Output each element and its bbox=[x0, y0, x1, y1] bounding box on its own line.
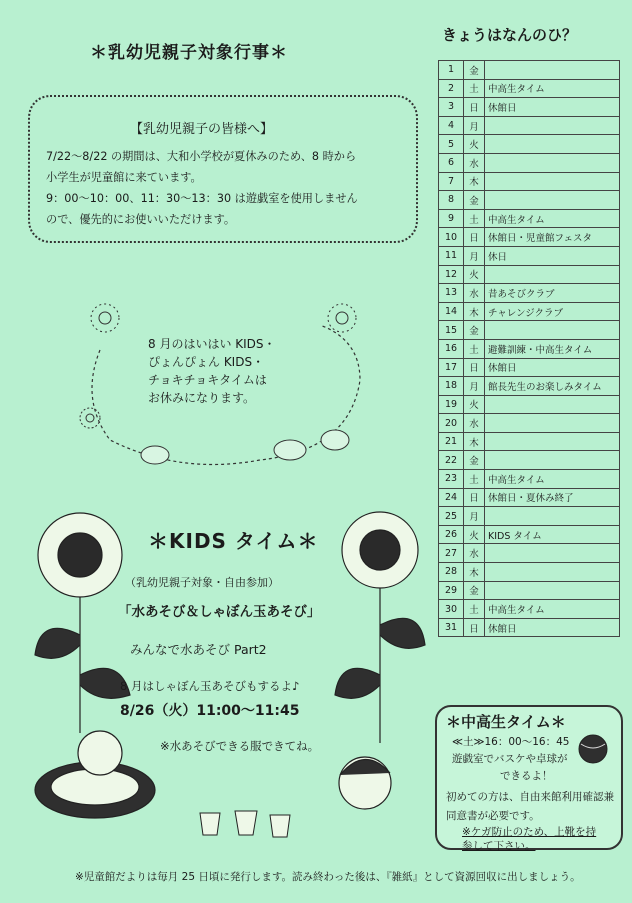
day-cell: 18 bbox=[439, 377, 464, 396]
day-cell: 20 bbox=[439, 414, 464, 433]
day-cell: 28 bbox=[439, 563, 464, 582]
event-dress-note: ※水あそびできる服できてね。 bbox=[160, 739, 320, 753]
day-cell: 21 bbox=[439, 432, 464, 451]
calendar-row bbox=[439, 116, 620, 135]
event-cell: 館長先生のお楽しみタイム bbox=[485, 377, 620, 396]
calendar-row bbox=[439, 191, 620, 210]
event-cell bbox=[485, 451, 620, 470]
day-cell: 5 bbox=[439, 135, 464, 154]
kids-message-line: ぴょんぴょん KIDS・ bbox=[148, 355, 265, 369]
day-cell: 15 bbox=[439, 321, 464, 340]
weekday-cell: 土 bbox=[464, 339, 485, 358]
day-cell: 11 bbox=[439, 246, 464, 265]
calendar-row bbox=[439, 563, 620, 582]
event-note: 8 月はしゃぼん玉あそびもするよ♪ bbox=[120, 679, 300, 693]
event-cell: 休館日 bbox=[485, 618, 620, 637]
calendar-row bbox=[439, 581, 620, 600]
day-cell: 30 bbox=[439, 600, 464, 619]
calendar-row bbox=[439, 302, 620, 321]
weekday-cell: 土 bbox=[464, 209, 485, 228]
event-cell: 休館日・夏休み終了 bbox=[485, 488, 620, 507]
weekday-cell: 土 bbox=[464, 470, 485, 489]
calendar-row bbox=[439, 451, 620, 470]
kids-time-subtitle: （乳幼児親子対象・自由参加） bbox=[125, 576, 279, 589]
event-cell bbox=[485, 61, 620, 80]
event-cell: 休館日 bbox=[485, 98, 620, 117]
calendar-row bbox=[439, 265, 620, 284]
kids-message-line: お休みになります。 bbox=[148, 391, 256, 405]
weekday-cell: 火 bbox=[464, 395, 485, 414]
event-cell bbox=[485, 507, 620, 526]
calendar-table bbox=[438, 60, 620, 637]
event-cell: 休館日 bbox=[485, 358, 620, 377]
chukosei-line: 参して下さい。 bbox=[462, 840, 536, 852]
weekday-cell: 木 bbox=[464, 172, 485, 191]
calendar-row bbox=[439, 358, 620, 377]
day-cell: 10 bbox=[439, 228, 464, 247]
weekday-cell: 月 bbox=[464, 116, 485, 135]
calendar-row bbox=[439, 600, 620, 619]
event-cell bbox=[485, 321, 620, 340]
event-time: 8/26（火）11:00～11:45 bbox=[120, 703, 300, 719]
weekday-cell: 木 bbox=[464, 563, 485, 582]
notice-line: 9：00～10：00、11：30～13：30 は遊戯室を使用しません bbox=[46, 192, 358, 205]
weekday-cell: 木 bbox=[464, 302, 485, 321]
calendar-row bbox=[439, 525, 620, 544]
weekday-cell: 火 bbox=[464, 525, 485, 544]
day-cell: 9 bbox=[439, 209, 464, 228]
notice-heading: 【乳幼児親子の皆様へ】 bbox=[130, 122, 274, 137]
calendar-row bbox=[439, 470, 620, 489]
event-cell: 中高生タイム bbox=[485, 79, 620, 98]
notice-line: 小学生が児童館に来ています。 bbox=[46, 171, 202, 184]
weekday-cell: 日 bbox=[464, 228, 485, 247]
event-cell: 休日 bbox=[485, 246, 620, 265]
weekday-cell: 土 bbox=[464, 600, 485, 619]
calendar-row bbox=[439, 377, 620, 396]
weekday-cell: 金 bbox=[464, 321, 485, 340]
event-cell: 中高生タイム bbox=[485, 209, 620, 228]
weekday-cell: 水 bbox=[464, 153, 485, 172]
event-cell bbox=[485, 172, 620, 191]
weekday-cell: 火 bbox=[464, 265, 485, 284]
weekday-cell: 日 bbox=[464, 98, 485, 117]
day-cell: 23 bbox=[439, 470, 464, 489]
calendar-row bbox=[439, 432, 620, 451]
chukosei-line: ※ケガ防止のため、上靴を持 bbox=[462, 826, 597, 838]
weekday-cell: 水 bbox=[464, 414, 485, 433]
calendar-title: きょうはなんのひ？ bbox=[442, 26, 578, 44]
weekday-cell: 日 bbox=[464, 618, 485, 637]
calendar-row bbox=[439, 284, 620, 303]
day-cell: 24 bbox=[439, 488, 464, 507]
event-cell bbox=[485, 116, 620, 135]
child-illustration bbox=[310, 745, 420, 835]
weekday-cell: 月 bbox=[464, 377, 485, 396]
weekday-cell: 月 bbox=[464, 246, 485, 265]
event-subtitle: みんなで水あそび Part2 bbox=[130, 642, 267, 657]
event-cell bbox=[485, 265, 620, 284]
kids-message-line: チョキチョキタイムは bbox=[148, 373, 267, 387]
calendar-row bbox=[439, 246, 620, 265]
event-title: 「水あそび＆しゃぼん玉あそび」 bbox=[118, 604, 321, 620]
day-cell: 22 bbox=[439, 451, 464, 470]
event-cell bbox=[485, 414, 620, 433]
event-cell: 中高生タイム bbox=[485, 470, 620, 489]
event-cell bbox=[485, 395, 620, 414]
event-cell bbox=[485, 432, 620, 451]
weekday-cell: 日 bbox=[464, 488, 485, 507]
day-cell: 2 bbox=[439, 79, 464, 98]
day-cell: 16 bbox=[439, 339, 464, 358]
calendar-row bbox=[439, 79, 620, 98]
day-cell: 14 bbox=[439, 302, 464, 321]
calendar-row bbox=[439, 488, 620, 507]
chukosei-line: 同意書が必要です。 bbox=[446, 810, 540, 822]
calendar-row bbox=[439, 172, 620, 191]
chukosei-title: ＊中高生タイム＊ bbox=[446, 713, 566, 731]
calendar-row bbox=[439, 618, 620, 637]
weekday-cell: 土 bbox=[464, 79, 485, 98]
calendar-row bbox=[439, 321, 620, 340]
day-cell: 25 bbox=[439, 507, 464, 526]
event-cell bbox=[485, 191, 620, 210]
event-cell bbox=[485, 153, 620, 172]
event-cell: 休館日・児童館フェスタ bbox=[485, 228, 620, 247]
weekday-cell: 金 bbox=[464, 581, 485, 600]
day-cell: 27 bbox=[439, 544, 464, 563]
notice-line: ので、優先的にお使いいただけます。 bbox=[46, 213, 236, 226]
day-cell: 26 bbox=[439, 525, 464, 544]
weekday-cell: 日 bbox=[464, 358, 485, 377]
chukosei-line: できるよ！ bbox=[500, 770, 553, 782]
ball-icon bbox=[576, 732, 610, 766]
calendar-row bbox=[439, 98, 620, 117]
day-cell: 8 bbox=[439, 191, 464, 210]
weekday-cell: 金 bbox=[464, 61, 485, 80]
event-cell bbox=[485, 135, 620, 154]
weekday-cell: 金 bbox=[464, 191, 485, 210]
event-cell bbox=[485, 581, 620, 600]
calendar-row bbox=[439, 135, 620, 154]
day-cell: 19 bbox=[439, 395, 464, 414]
day-cell: 12 bbox=[439, 265, 464, 284]
event-cell: 昔あそびクラブ bbox=[485, 284, 620, 303]
day-cell: 13 bbox=[439, 284, 464, 303]
calendar-row bbox=[439, 61, 620, 80]
calendar-row bbox=[439, 339, 620, 358]
calendar-row bbox=[439, 209, 620, 228]
kids-message-line: 8 月のはいはい KIDS・ bbox=[148, 337, 276, 351]
event-cell: KIDS タイム bbox=[485, 525, 620, 544]
calendar-row bbox=[439, 414, 620, 433]
chukosei-line: 初めての方は、自由来館利用確認兼 bbox=[446, 791, 614, 803]
weekday-cell: 火 bbox=[464, 135, 485, 154]
calendar-row bbox=[439, 153, 620, 172]
pool-illustration bbox=[30, 715, 160, 825]
calendar-row bbox=[439, 544, 620, 563]
footer-note: ※児童館だよりは毎月 25 日頃に発行します。読み終わった後は、『雑紙』として資源回収に出しましょう。 bbox=[75, 871, 581, 883]
day-cell: 3 bbox=[439, 98, 464, 117]
event-cell: チャレンジクラブ bbox=[485, 302, 620, 321]
cups-illustration bbox=[195, 805, 305, 845]
weekday-cell: 木 bbox=[464, 432, 485, 451]
chukosei-line: 遊戯室でバスケや卓球が bbox=[452, 753, 568, 765]
event-cell: 中高生タイム bbox=[485, 600, 620, 619]
day-cell: 29 bbox=[439, 581, 464, 600]
weekday-cell: 水 bbox=[464, 284, 485, 303]
calendar-row bbox=[439, 228, 620, 247]
weekday-cell: 水 bbox=[464, 544, 485, 563]
calendar-row bbox=[439, 395, 620, 414]
chukosei-line: ≪土≫16：00～16：45 bbox=[452, 736, 570, 748]
day-cell: 6 bbox=[439, 153, 464, 172]
day-cell: 31 bbox=[439, 618, 464, 637]
kids-message bbox=[148, 335, 276, 407]
day-cell: 17 bbox=[439, 358, 464, 377]
event-cell: 避難訓練・中高生タイム bbox=[485, 339, 620, 358]
day-cell: 4 bbox=[439, 116, 464, 135]
weekday-cell: 金 bbox=[464, 451, 485, 470]
kids-time-title: ＊KIDS タイム＊ bbox=[148, 529, 319, 553]
notice-body bbox=[46, 146, 406, 230]
notice-line: 7/22～8/22 の期間は、大和小学校が夏休みのため、8 時から bbox=[46, 150, 357, 163]
event-cell bbox=[485, 544, 620, 563]
event-cell bbox=[485, 563, 620, 582]
day-cell: 1 bbox=[439, 61, 464, 80]
sunflower-illustration-right bbox=[330, 505, 430, 745]
weekday-cell: 月 bbox=[464, 507, 485, 526]
day-cell: 7 bbox=[439, 172, 464, 191]
calendar-row bbox=[439, 507, 620, 526]
page-title: ＊乳幼児親子対象行事＊ bbox=[90, 43, 288, 63]
